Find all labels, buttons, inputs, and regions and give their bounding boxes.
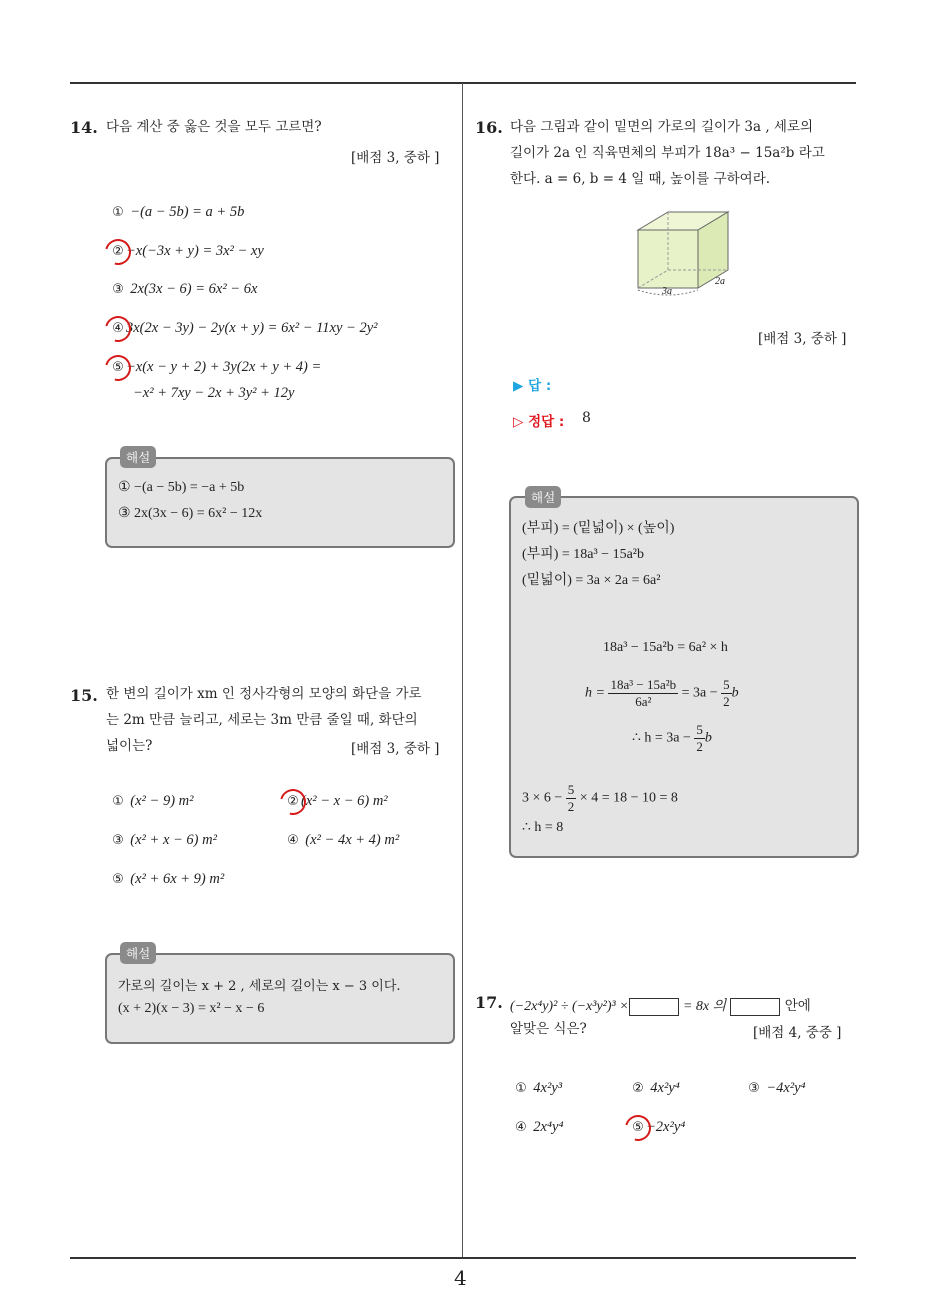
q16-stem-line-1: 다음 그림과 같이 밑면의 가로의 길이가 3a , 세로의 [510,119,814,135]
q14-option-3[interactable]: ③ 2x(3x − 6) = 6x² − 6x [112,281,258,297]
bottom-rule [70,1257,856,1259]
q14-stem: 다음 계산 중 옳은 것을 모두 고르면? [106,119,322,135]
selected-answer-circle-icon [275,784,311,820]
q17-option-2[interactable]: ② 4x²y⁴ [632,1080,680,1096]
q16-explanation-line: (부피) = 18a³ − 15a²b [522,547,644,562]
q14-option-5[interactable]: ⑤ −x(x − y + 2) + 3y(2x + y + 4) = [112,359,322,375]
q16-stem-line-2: 길이가 2a 인 직육면체의 부피가 18a³ − 15a²b 라고 [510,145,825,161]
q15-stem-line-2: 는 2m 만큼 늘리고, 세로는 3m 만큼 줄일 때, 화단의 [106,712,418,728]
q14-option-5-continued: −x² + 7xy − 2x + 3y² + 12y [133,385,295,401]
selected-answer-circle-icon [100,234,136,270]
q15-number: 15. [70,686,98,705]
column-divider [462,83,463,1257]
q14-number: 14. [70,118,98,137]
q15-option-2[interactable]: ② (x² − x − 6) m² [287,793,388,809]
q14-explanation-box [105,457,455,548]
selected-answer-circle-icon [100,350,136,386]
q16-h-result: ∴ h = 3a − $\frac{5}{2}$ b [632,722,712,754]
q15-explanation-line: 가로의 길이는 x + 2 , 세로의 길이는 x − 3 이다. [118,979,401,994]
q17-option-5[interactable]: ⑤ −2x²y⁴ [632,1119,686,1135]
q16-number: 16. [475,118,503,137]
q14-option-1[interactable]: ① −(a − 5b) = a + 5b [112,204,245,220]
q16-stem-line-3: 한다. a = 6, b = 4 일 때, 높이를 구하여라. [510,171,771,187]
q14-option-4[interactable]: ④ 3x(2x − 3y) − 2y(x + y) = 6x² − 11xy − 2y² [112,320,378,336]
q16-correct-label: ▷ 정답 : [513,414,565,430]
q16-explanation-line: (밑넓이) = 3a × 2a = 6a² [522,573,661,588]
q15-explanation-line: (x + 2)(x − 3) = x² − x − 6 [118,1001,265,1016]
q17-option-4[interactable]: ④ 2x⁴y⁴ [515,1119,564,1135]
q15-stem-line-1: 한 변의 길이가 xm 인 정사각형의 모양의 화단을 가로 [106,686,422,702]
q14-explanation-line: ③ 2x(3x − 6) = 6x² − 12x [118,506,263,521]
q17-score: [배점 4, 중중 ] [753,1025,842,1041]
q16-score: [배점 3, 중하 ] [758,331,847,347]
q15-option-1[interactable]: ① (x² − 9) m² [112,793,194,809]
q16-explanation-line: (부피) = (밑넓이) × (높이) [522,521,675,536]
q17-stem-line-1: (−2x⁴y)² ÷ (−x³y²)³ × = 8x 의 안에 [510,998,811,1014]
q14-score: [배점 3, 중하 ] [351,150,440,166]
q14-explanation-tag: 해설 [120,446,156,468]
selected-answer-circle-icon [620,1110,656,1146]
page-number: 4 [454,1266,467,1290]
q17-stem-line-2: 알맞은 식은? [510,1021,587,1037]
q15-option-4[interactable]: ④ (x² − 4x + 4) m² [287,832,400,848]
q15-option-3[interactable]: ③ (x² + x − 6) m² [112,832,217,848]
q16-answer-label: ▶ 답 : [513,378,552,394]
selected-answer-circle-icon [100,311,136,347]
answer-blank-box [730,998,780,1016]
q17-option-3[interactable]: ③ −4x²y⁴ [748,1080,806,1096]
answer-blank-box [629,998,679,1016]
q17-number: 17. [475,993,503,1012]
q14-option-2[interactable]: ② −x(−3x + y) = 3x² − xy [112,243,264,259]
q16-substitution: 3 × 6 − $\frac{5}{2}$ × 4 = 18 − 10 = 8 [522,782,678,814]
cuboid-label-depth: 2a [715,276,725,287]
q14-explanation-line: ① −(a − 5b) = −a + 5b [118,480,245,495]
q16-explanation-tag: 해설 [525,486,561,508]
q17-option-1[interactable]: ① 4x²y³ [515,1080,563,1096]
q15-score: [배점 3, 중하 ] [351,741,440,757]
q15-explanation-box [105,953,455,1044]
q16-correct-value: 8 [582,410,591,426]
cuboid-label-width: 3a [662,286,672,297]
q15-option-5[interactable]: ⑤ (x² + 6x + 9) m² [112,871,225,887]
q15-stem-line-3: 넓이는? [106,738,153,754]
q16-explanation-line: ∴ h = 8 [522,820,564,835]
q16-h-formula: h = $\frac{\text{18a³ − 15a²b}}{\text{6a²}}$ = 3a − $\frac{5}{2}$ b [585,677,739,709]
q16-explanation-line: 18a³ − 15a²b = 6a² × h [603,640,728,655]
q15-explanation-tag: 해설 [120,942,156,964]
